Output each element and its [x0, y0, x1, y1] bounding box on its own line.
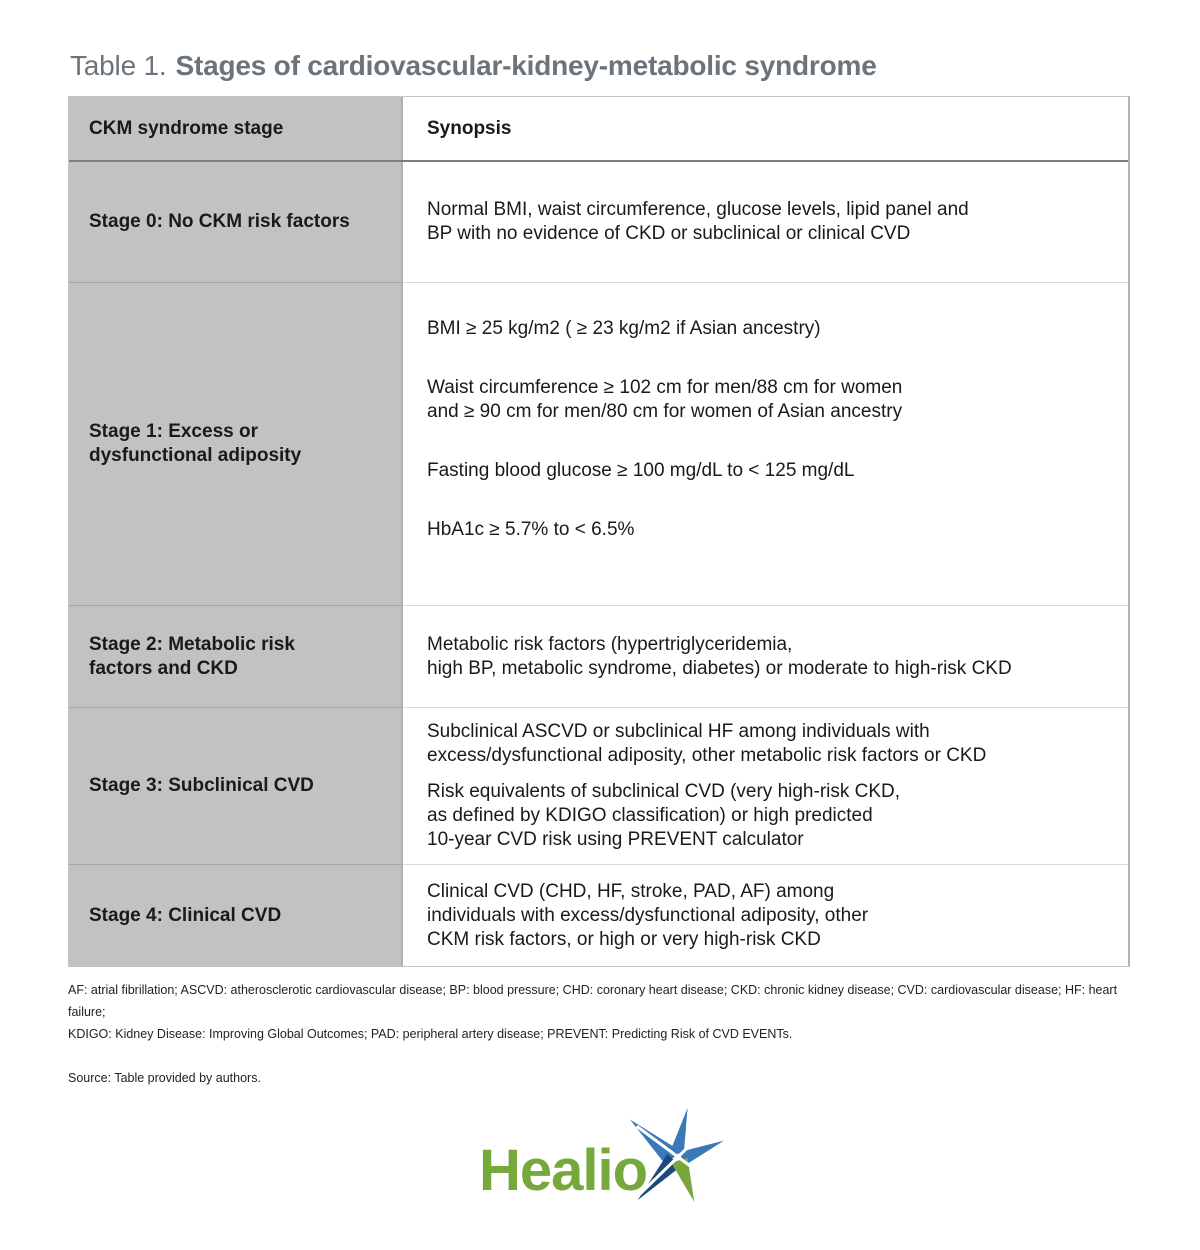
- footer: [68, 1137, 1132, 1204]
- healio-logo: [479, 1137, 721, 1204]
- synopsis-cell: [403, 282, 1128, 605]
- table-row-stage-3: [69, 707, 1128, 864]
- healio-starburst-icon: [629, 1107, 725, 1203]
- title-prefix: Table 1.: [70, 50, 167, 81]
- table-row-stage-1: [69, 282, 1128, 605]
- synopsis-text: Subclinical ASCVD or subclinical HF among individuals with excess/dysfunctional adiposity, other metabolic risk factors or CKD: [427, 721, 987, 766]
- header-synopsis-label: Synopsis: [427, 117, 512, 139]
- synopsis-cell: [403, 162, 1128, 282]
- synopsis-text: Normal BMI, waist circumference, glucose levels, lipid panel and BP with no evidence of CKD or subclinical or clinical CVD: [427, 199, 969, 244]
- synopsis-text: Waist circumference ≥ 102 cm for men/88 cm for women and ≥ 90 cm for men/80 cm for women of Asian ancestry: [427, 377, 903, 422]
- header-stage-column: CKM syndrome stage: [69, 97, 403, 160]
- synopsis-text: BMI ≥ 25 kg/m2 ( ≥ 23 kg/m2 if Asian ancestry): [427, 318, 821, 339]
- synopsis-cell: [403, 605, 1128, 707]
- stage-cell: Stage 3: Subclinical CVD: [69, 707, 403, 864]
- ckm-stages-table: [68, 96, 1130, 967]
- page-title: [70, 50, 1132, 82]
- title-main: Stages of cardiovascular-kidney-metabolic syndrome: [175, 50, 877, 81]
- synopsis-text: Clinical CVD (CHD, HF, stroke, PAD, AF) among individuals with excess/dysfunctional adiposity, other CKM risk factors, or high or very high-risk CKD: [427, 880, 869, 950]
- synopsis-cell: [403, 707, 1128, 864]
- table-row-stage-2: [69, 605, 1128, 707]
- synopsis-text: Fasting blood glucose ≥ 100 mg/dL to < 125 mg/dL: [427, 460, 855, 481]
- page: [0, 50, 1200, 1204]
- stage-cell: Stage 4: Clinical CVD: [69, 864, 403, 966]
- stage-cell: Stage 0: No CKM risk factors: [69, 162, 403, 282]
- table-row-stage-0: [69, 162, 1128, 282]
- synopsis-text: Metabolic risk factors (hypertriglyceridemia, high BP, metabolic syndrome, diabetes) or moderate to high-risk CKD: [427, 633, 1012, 679]
- header-synopsis-column: [403, 97, 1128, 160]
- table-header-row: [69, 97, 1128, 162]
- stage-cell: Stage 1: Excess or dysfunctional adiposity: [69, 282, 403, 605]
- source-note: Source: Table provided by authors.: [68, 1071, 261, 1085]
- healio-logo-text: Healio: [478, 1138, 648, 1203]
- table-row-stage-4: [69, 864, 1128, 966]
- abbreviations-footnote: AF: atrial fibrillation; ASCVD: atherosclerotic cardiovascular disease; BP: blood pressure; CHD: coronary heart disease; CKD: chronic kidney disease; CVD: cardiovascular disease; HF: heart failure; KDIGO: Kidney Disease: Improving Global Outcomes; PAD: peripheral artery disease; PREVENT: Predicting Risk of CVD EVENTs.: [68, 983, 1118, 1041]
- synopsis-cell: [403, 864, 1128, 966]
- stage-cell: Stage 2: Metabolic risk factors and CKD: [69, 605, 403, 707]
- synopsis-text: HbA1c ≥ 5.7% to < 6.5%: [427, 519, 635, 540]
- synopsis-text: Risk equivalents of subclinical CVD (very high-risk CKD, as defined by KDIGO classification) or high predicted 10-year CVD risk using PREVENT calculator: [427, 781, 901, 850]
